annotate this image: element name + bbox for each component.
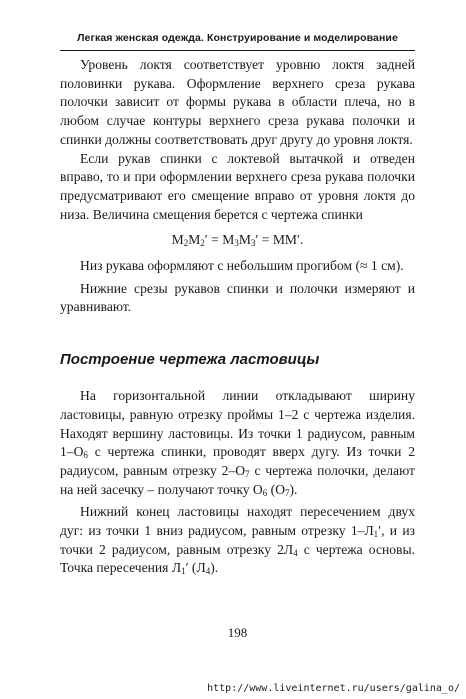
text-run: с чертежа полочки, делают на ней засечку – получают точку О [60, 462, 415, 497]
subscript: 6 [262, 487, 268, 498]
subscript: 6 [83, 450, 88, 461]
formula-sub: 2 [183, 238, 189, 249]
paragraph-elbow-level: Уровень локтя соответствует уровню локтя задней половинки рукава. Оформление верхнего среза рукава полочки зависит от формы рукава в области плеча, но в любом случае контуры верхнего среза рукава полочки и спинки должны соответствовать друг другу до уровня локтя. [60, 57, 415, 147]
formula-m2: M [171, 232, 184, 248]
text-run: Нижний конец ластовицы находят пересечением двух дуг: из точки 1 вниз радиусом, равным отрезку 1–Л [60, 504, 415, 539]
subscript: 1 [373, 529, 379, 540]
formula-m2p: M [188, 232, 201, 248]
subscript: 4 [293, 547, 298, 558]
formula-sub: 2 [200, 238, 205, 249]
text-run: с чертежа спинки, проводят вверх дугу. Из точки 2 радиусом, равным отрезку 2–О [60, 444, 415, 478]
text-run: ′ (Л [185, 560, 206, 576]
paragraph-gusset-construction [60, 387, 415, 499]
formula-sub: 3 [234, 238, 239, 249]
formula-m3: M [222, 232, 235, 248]
subscript: 7 [285, 487, 290, 498]
paragraph-back-sleeve-offset: Если рукав спинки с локтевой вытачкой и отведен вправо, то и при оформлении верхнего среза рукава полочки предусматривают его смещение вправо от уровня локтя до низа. Величина смещения берется с чертежа спинки [60, 150, 415, 222]
formula-offset [60, 231, 415, 250]
text-run: ). [289, 481, 298, 497]
subscript: 1 [181, 566, 186, 577]
subscript: 7 [245, 468, 250, 479]
watermark-url: http://www.liveinternet.ru/users/galina_o/ [207, 683, 460, 694]
text-run: ′, и из точки 2 радиусом, равным отрезку 2Л [60, 523, 415, 557]
paragraph-gusset-lower-end [60, 503, 415, 578]
formula-sub: 3 [250, 238, 256, 249]
paragraph-sleeve-hem: Низ рукава оформляют с небольшим прогибом (≈ 1 см). [80, 258, 404, 274]
text-run: с чертежа основы. Точка пересечения Л [60, 541, 415, 576]
running-header: Легкая женская одежда. Конструирование и моделирование [77, 32, 398, 44]
formula-eq: ′ = MM′. [255, 232, 304, 248]
paragraph-lower-edges: Нижние срезы рукавов спинки и полочки измеряют и уравнивают. [60, 280, 415, 315]
text-run: На горизонтальной линии откладывают ширину ластовицы, равную отрезку проймы 1–2 с чертежа изделия. Находят вершину ластовицы. Из точки 1 радиусом, равным 1–О [60, 388, 415, 460]
section-heading: Построение чертежа ластовицы [60, 351, 320, 369]
formula-m3p: M [238, 232, 251, 248]
page-body [60, 56, 415, 578]
header-rule [60, 50, 415, 51]
formula-eq: ′ = [204, 232, 223, 248]
text-run: (О [267, 481, 286, 497]
subscript: 4 [205, 566, 211, 577]
page-number: 198 [227, 625, 248, 640]
text-run: ). [210, 560, 219, 576]
